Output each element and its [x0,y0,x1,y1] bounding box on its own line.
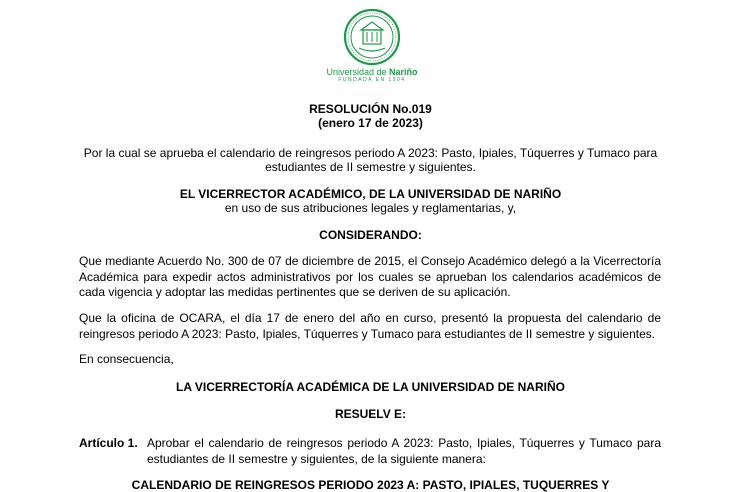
founded-tagline: FUNDADA EN 1904 [338,77,406,83]
resolution-subject: Por la cual se aprueba el calendario de reingresos periodo A 2023: Pasto, Ipiales, Túquerres y Tumaco para estudiantes de II semestre y siguientes. [83,146,658,174]
university-seal-icon [343,8,401,66]
authority-subtitle: en uso de sus atribuciones legales y reglamentarias, y, [224,201,517,215]
authority-title: EL VICERRECTOR ACADÉMICO, DE LA UNIVERSIDAD DE NARIÑO [179,187,562,201]
university-wordmark: Universidad de Nariño [326,67,418,77]
article-1 [79,436,661,467]
article-1-text: Aprobar el calendario de reingresos periodo A 2023: Pasto, Ipiales, Túquerres y Tumaco para estudiantes de II semestre y siguientes, de la siguiente manera: [147,436,661,466]
resolves-heading: RESUELV E: [334,407,407,421]
calendar-title: CALENDARIO DE REINGRESOS PERIODO 2023 A: PASTO, IPIALES, TUQUERRES Y [131,478,610,492]
university-logo [320,8,424,83]
consequence-text: En consecuencia, [79,352,174,366]
considering-paragraph-1: Que mediante Acuerdo No. 300 de 07 de diciembre de 2015, el Consejo Académico delegó a la Vicerrectoría Académica para expedir actos administrativos por los cuales se aprueban los calendarios académicos de cada vigencia y adoptar las medidas pertinentes que se deriven de su aplicación. [79,254,661,299]
resolving-body: LA VICERRECTORÍA ACADÉMICA DE LA UNIVERSIDAD DE NARIÑO [176,380,565,394]
considering-paragraph-2: Que la oficina de OCARA, el día 17 de enero del año en curso, presentó la propuesta del calendario de reingresos periodo A 2023: Pasto, Ipiales, Túquerres y Tumaco para estudiantes de II semestre y siguientes. [79,311,661,341]
resolution-date: (enero 17 de 2023) [318,116,423,130]
resolution-title: RESOLUCIÓN No.019 [309,102,432,116]
article-1-label: Artículo 1. [79,436,138,450]
considering-heading: CONSIDERANDO: [319,228,422,242]
